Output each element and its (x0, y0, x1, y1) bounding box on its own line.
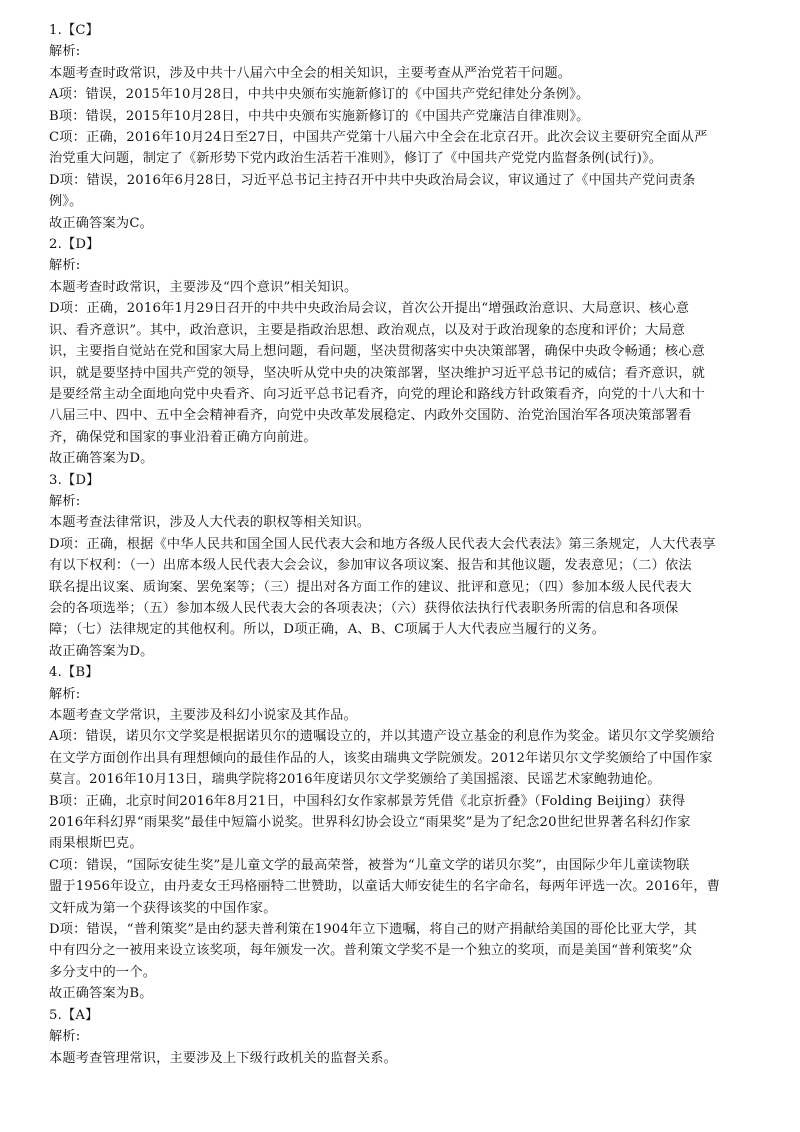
text-line: 有以下权利：（一）出席本级人民代表大会会议，参加审议各项议案、报告和其他议题，发表意见；（二）依法 (49, 558, 692, 574)
text-line: 本题考查时政常识，涉及中共十八届六中全会的相关知识，主要考查从严治党若干问题。 (49, 65, 572, 81)
text-line: 会的各项选举；（五）参加本级人民代表大会的各项表决；（六）获得依法执行代表职务所需的信息和各项保 (49, 600, 679, 616)
answer-header: 3.【D】 (49, 472, 100, 488)
question-5-answer (49, 1005, 752, 1069)
answer-header: 5.【A】 (49, 1007, 99, 1023)
answer-header: 1.【C】 (49, 23, 100, 38)
text-line: 八届三中、四中、五中全会精神看齐，向党中央改革发展稳定、内政外交国防、治党治国治军各项决策部署看 (49, 408, 692, 424)
question-2-answer (49, 234, 752, 469)
text-line: 治党重大问题，制定了《新形势下党内政治生活若干准则》，修订了《中国共产党党内监督条例(试行)》。 (49, 151, 663, 167)
text-line: 雨果根斯巴克。 (49, 836, 143, 852)
conclusion-line: 故正确答案为B。 (49, 986, 153, 1002)
text-line: C项：错误，“国际安徒生奖”是儿童文学的最高荣誉，被誉为“儿童文学的诺贝尔奖”，由国际少年儿童读物联 (49, 857, 690, 873)
text-line: C项：正确，2016年10月24日至27日，中国共产党第十八届六中全会在北京召开。此次会议主要研究全面从严 (49, 130, 708, 146)
text-line: 多分支中的一个。 (49, 964, 157, 980)
text-line: 文轩成为第一个获得该奖的中国作家。 (49, 900, 277, 916)
question-4-answer (49, 662, 752, 1005)
text-line: A项：错误，2015年10月28日，中共中央颁布实施新修订的《中国共产党纪律处分条例》。 (49, 87, 590, 103)
text-line: 齐，确保党和国家的事业沿着正确方向前进。 (49, 429, 317, 445)
text-line: 2016年科幻界“雨果奖”最佳中短篇小说奖。世界科幻协会设立“雨果奖”是为了纪念20世纪世界著名科幻作家 (49, 815, 691, 831)
text-line: 本题考查文学常识，主要涉及科幻小说家及其作品。 (49, 708, 357, 723)
text-line: 联名提出议案、质询案、罢免案等；（三）提出对各方面工作的建议、批评和意见；（四）参加本级人民代表大 (49, 579, 692, 595)
text-line: D项：错误，2016年6月28日，习近平总书记主持召开中共中央政治局会议，审议通过了《中国共产党问责条 (49, 172, 696, 188)
question-3-answer (49, 470, 752, 663)
analysis-label: 解析: (49, 44, 81, 60)
text-line: 中有四分之一被用来设立该奖项，每年颁发一次。普利策文学奖不是一个独立的奖项，而是美国“普利策奖”众 (49, 943, 693, 959)
text-line: 本题考查管理常识，主要涉及上下级行政机关的监督关系。 (49, 1050, 398, 1066)
text-line: 是要经常主动全面地向党中央看齐、向习近平总书记看齐，向党的理论和路线方针政策看齐，向党的十八大和十 (49, 386, 705, 402)
text-line: B项：正确，北京时间2016年8月21日，中国科幻女作家郝景芳凭借《北京折叠》（Folding Beijing）获得 (49, 793, 686, 809)
text-line: 识、看齐意识”。其中，政治意识，主要是指政治思想、政治观点，以及对于政治现象的态度和评价；大局意 (49, 322, 686, 338)
conclusion-line: 故正确答案为C。 (49, 215, 154, 231)
text-line: D项：错误，“普利策奖”是由约瑟夫普利策在1904年立下遗嘱，将自己的财产捐献给美国的哥伦比亚大学，其 (49, 922, 698, 938)
text-line: A项：错误，诺贝尔文学奖是根据诺贝尔的遗嘱设立的，并以其遗产设立基金的利息作为奖金。诺贝尔文学奖颁给 (49, 729, 715, 745)
text-line: B项：错误，2015年10月28日，中共中央颁布实施新修订的《中国共产党廉洁自律准则》。 (49, 108, 590, 124)
conclusion-line: 故正确答案为D。 (49, 451, 154, 467)
text-line: 障；（七）法律规定的其他权利。所以，D项正确，A、B、C项属于人大代表应当履行的义务。 (49, 622, 606, 638)
text-line: 识，主要指自觉站在党和国家大局上想问题，看问题，坚决贯彻落实中央决策部署，确保中央政令畅通；核心意 (49, 344, 705, 360)
conclusion-line: 故正确答案为D。 (49, 643, 154, 659)
answer-header: 4.【B】 (49, 665, 99, 681)
analysis-label: 解析: (49, 686, 81, 702)
text-line: 在文学方面创作出具有理想倾向的最佳作品的人，该奖由瑞典文学院颁发。2012年诺贝尔文学奖颁给了中国作家 (49, 750, 713, 766)
text-line: 本题考查法律常识，涉及人大代表的职权等相关知识。 (49, 515, 371, 531)
question-1-answer (49, 20, 752, 234)
analysis-label: 解析: (49, 1029, 81, 1045)
text-line: 识，就是要坚持中国共产党的领导，坚决听从党中央的决策部署，坚决维护习近平总书记的威信；看齐意识，就 (49, 365, 705, 381)
answer-header: 2.【D】 (49, 237, 100, 253)
text-line: 本题考查时政常识，主要涉及“四个意识”相关知识。 (49, 279, 358, 295)
text-line: 莫言。2016年10月13日，瑞典学院将2016年度诺贝尔文学奖颁给了美国摇滚、民谣艺术家鲍勃迪伦。 (49, 772, 661, 788)
text-line: 例》。 (49, 194, 83, 210)
text-line: D项：正确，2016年1月29日召开的中共中央政治局会议，首次公开提出“增强政治意识、大局意识、核心意 (49, 301, 690, 317)
analysis-label: 解析: (49, 493, 81, 509)
text-line: 盟于1956年设立，由丹麦女王玛格丽特二世赞助，以童话大师安徒生的名字命名，每两年评选一次。2016年，曹 (49, 879, 721, 895)
analysis-label: 解析: (49, 258, 81, 274)
text-line: D项：正确，根据《中华人民共和国全国人民代表大会和地方各级人民代表大会代表法》第三条规定，人大代表享 (49, 536, 716, 552)
